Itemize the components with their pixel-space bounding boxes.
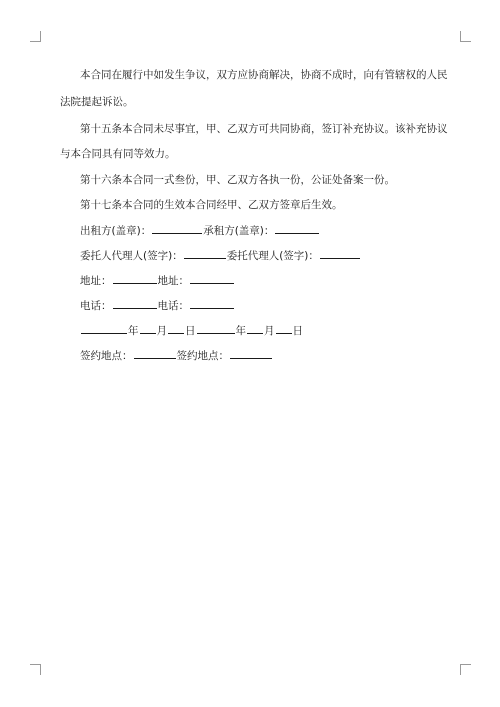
lessor-month-blank[interactable]: [140, 322, 156, 334]
lessee-seal-blank[interactable]: [275, 222, 319, 234]
lessee-day-blank[interactable]: [276, 322, 292, 334]
lessee-agent-label: 委托代理人(签字)：: [226, 250, 319, 262]
lessor-address-label: 地址：: [80, 275, 112, 287]
lessor-month-label: 月: [156, 325, 167, 337]
article-17: 第十七条本合同的生效本合同经甲、乙双方签章后生效。: [80, 199, 343, 211]
crop-mark-bottom-left: [30, 664, 41, 675]
lessor-phone-blank[interactable]: [113, 297, 157, 309]
lessor-sign-place-blank[interactable]: [134, 347, 176, 359]
lessee-year-blank[interactable]: [197, 322, 235, 334]
date-line: [80, 322, 303, 338]
agent-line: [80, 247, 361, 263]
crop-mark-top-right: [460, 31, 471, 42]
lessor-agent-label: 委托人代理人(签字)：: [80, 250, 183, 262]
lessee-sign-place-label: 签约地点：: [176, 350, 229, 362]
dispute-clause-line-2: 法院提起诉讼。: [60, 96, 134, 108]
lessee-agent-blank[interactable]: [320, 247, 360, 259]
crop-mark-bottom-right: [460, 664, 471, 675]
dispute-clause-line-1: 本合同在履行中如发生争议，双方应协商解决，协商不成时，向有管辖权的人民: [80, 69, 448, 81]
lessee-address-label: 地址：: [157, 275, 189, 287]
lessor-sign-place-label: 签约地点：: [80, 350, 133, 362]
article-15-line-2: 与本合同具有同等效力。: [60, 148, 176, 160]
lessor-phone-label: 电话：: [80, 300, 112, 312]
lessor-year-blank[interactable]: [81, 322, 127, 334]
seal-line: [80, 222, 320, 238]
lessee-seal-label: 承租方(盖章)：: [203, 225, 275, 237]
lessee-sign-place-blank[interactable]: [230, 347, 272, 359]
lessee-year-label: 年: [235, 325, 246, 337]
lessee-month-blank[interactable]: [247, 322, 263, 334]
lessor-day-blank[interactable]: [168, 322, 184, 334]
article-15-line-1: 第十五条本合同未尽事宜，甲、乙双方可共同协商，签订补充协议。该补充协议: [80, 123, 448, 135]
lessee-month-label: 月: [264, 325, 275, 337]
lessor-agent-blank[interactable]: [184, 247, 226, 259]
lessor-seal-blank[interactable]: [152, 222, 202, 234]
article-16: 第十六条本合同一式叁份，甲、乙双方各执一份，公证处备案一份。: [80, 174, 395, 186]
lessor-address-blank[interactable]: [113, 272, 157, 284]
crop-mark-top-left: [30, 31, 41, 42]
lessor-year-label: 年: [128, 325, 139, 337]
lessor-day-label: 日: [185, 325, 196, 337]
phone-line: [80, 297, 235, 313]
lessor-seal-label: 出租方(盖章)：: [80, 225, 152, 237]
lessee-day-label: 日: [292, 325, 303, 337]
lessee-address-blank[interactable]: [190, 272, 234, 284]
lessee-phone-label: 电话：: [157, 300, 189, 312]
sign-place-line: [80, 347, 273, 363]
address-line: [80, 272, 235, 288]
lessee-phone-blank[interactable]: [190, 297, 234, 309]
